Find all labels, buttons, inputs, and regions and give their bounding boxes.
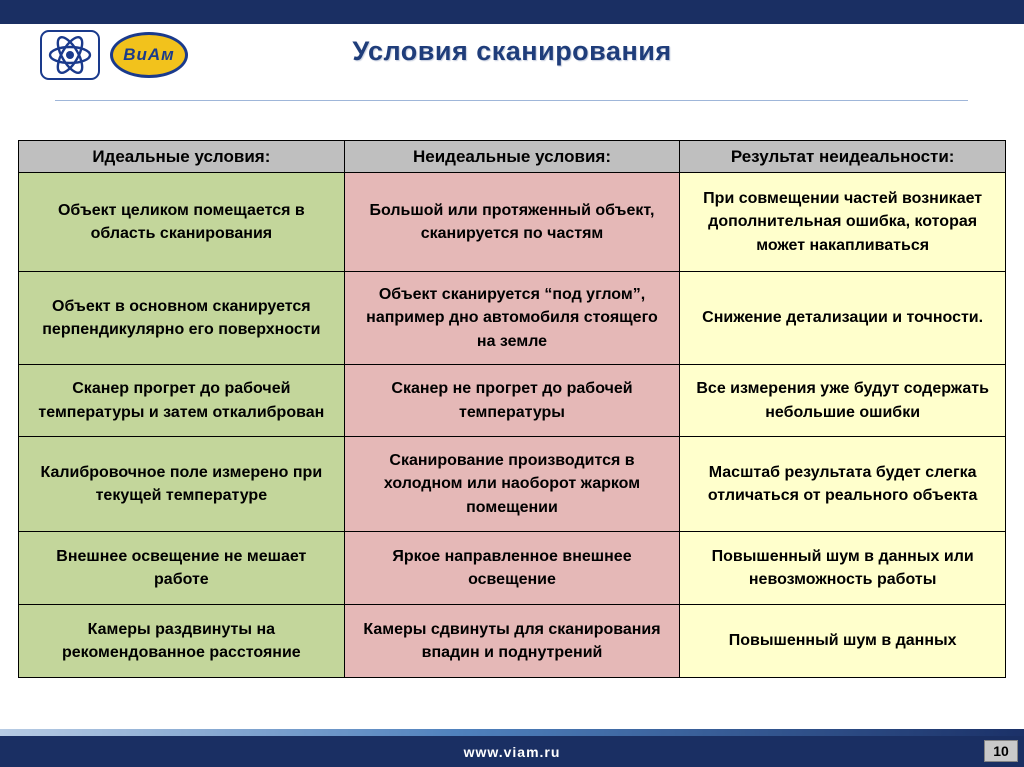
header-divider bbox=[55, 100, 968, 101]
table-row bbox=[19, 272, 1006, 365]
column-header-result: Результат неидеальности: bbox=[680, 141, 1006, 173]
cell-ideal: Сканер прогрет до рабочей температуры и затем откалиброван bbox=[19, 365, 345, 437]
footer-url: www.viam.ru bbox=[463, 743, 561, 760]
cell-nonideal: Сканирование производится в холодном или наоборот жарком помещении bbox=[344, 437, 680, 532]
cell-nonideal: Яркое направленное внешнее освещение bbox=[344, 532, 680, 605]
cell-result: При совмещении частей возникает дополнительная ошибка, которая может накапливаться bbox=[680, 173, 1006, 272]
column-header-ideal: Идеальные условия: bbox=[19, 141, 345, 173]
table-row bbox=[19, 173, 1006, 272]
cell-ideal: Калибровочное поле измерено при текущей температуре bbox=[19, 437, 345, 532]
cell-result: Повышенный шум в данных bbox=[680, 605, 1006, 678]
table-header-row bbox=[19, 141, 1006, 173]
cell-nonideal: Сканер не прогрет до рабочей температуры bbox=[344, 365, 680, 437]
table-row bbox=[19, 605, 1006, 678]
column-header-nonideal: Неидеальные условия: bbox=[344, 141, 680, 173]
footer-bar bbox=[0, 736, 1024, 767]
table-row bbox=[19, 437, 1006, 532]
cell-result: Все измерения уже будут содержать небольшие ошибки bbox=[680, 365, 1006, 437]
cell-ideal: Внешнее освещение не мешает работе bbox=[19, 532, 345, 605]
conditions-table bbox=[18, 140, 1006, 678]
cell-nonideal: Большой или протяженный объект, сканируется по частям bbox=[344, 173, 680, 272]
cell-result: Снижение детализации и точности. bbox=[680, 272, 1006, 365]
table-row bbox=[19, 532, 1006, 605]
cell-ideal: Объект целиком помещается в область сканирования bbox=[19, 173, 345, 272]
cell-nonideal: Объект сканируется “под углом”, например дно автомобиля стоящего на земле bbox=[344, 272, 680, 365]
cell-nonideal: Камеры сдвинуты для сканирования впадин и поднутрений bbox=[344, 605, 680, 678]
table-row bbox=[19, 365, 1006, 437]
footer-gradient-line bbox=[0, 729, 1024, 736]
cell-ideal: Камеры раздвинуты на рекомендованное расстояние bbox=[19, 605, 345, 678]
cell-ideal: Объект в основном сканируется перпендикулярно его поверхности bbox=[19, 272, 345, 365]
cell-result: Масштаб результата будет слегка отличаться от реального объекта bbox=[680, 437, 1006, 532]
page-number: 10 bbox=[984, 740, 1018, 762]
cell-result: Повышенный шум в данных или невозможность работы bbox=[680, 532, 1006, 605]
top-strip bbox=[0, 0, 1024, 24]
viam-logo-text: ВиАм bbox=[123, 45, 175, 64]
page-title: Условия сканирования bbox=[352, 36, 672, 66]
